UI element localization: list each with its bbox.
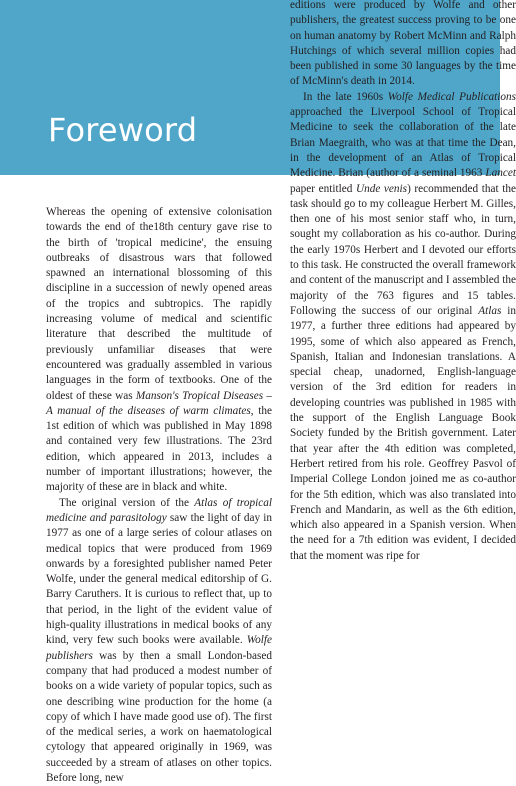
left-column	[46, 205, 272, 786]
paragraph: The original version of the Atlas of tropical medicine and parasitology saw the light of day in 1977 as one of a large series of colour atlases on medical topics that were produced from 1969 onwards by a foresighted publisher named Peter Wolfe, under the general medical editorship of G. Barry Caruthers. It is curious to reflect that, up to that period, in the light of the evident value of high-quality illustrations in medical books of any kind, very few such books were available. Wolfe publishers was by then a small London-based company that had produced a modest number of books on a wide variety of popular topics, such as one describing wine production for the home (a copy of which I have made good use of). The first of the medical series, a work on haematological cytology that appeared originally in 1969, was succeeded by a stream of atlases on other topics. Before long, new	[46, 496, 273, 784]
paragraph: In the late 1960s Wolfe Medical Publications approached the Liverpool School of Tropical Medicine to seek the collaboration of the late Brian Maegraith, who was at that time the Dean, in the development of an Atlas of Tropical Medicine. Brian (author of a seminal 1963 Lancet paper entitled Unde venis) recommended that the task should go to my colleague Herbert M. Gilles, then one of his most senior staff who, in turn, sought my collaboration as his co-author. During the early 1970s Herbert and I devoted our efforts to this task. He constructed the overall framework and content of the manuscript and I assembled the majority of the 763 figures and 15 tables. Following the success of our original Atlas in 1977, a further three editions had appeared by 1995, some of which also appeared as French, Spanish, Italian and Indonesian translations. A special cheap, unadorned, English-language version of the 3rd edition for readers in developing countries was published in 1985 with the support of the English Language Book Society funded by the British government. Later that year after the 4th edition was completed, Herbert retired from his role. Geoffrey Pasvol of Imperial College London joined me as co-author for the 5th edition, which was also translated into French and Mandarin, as well as the 6th edition, which also appeared in a Spanish version. When the need for a 7th edition was evident, I decided that the moment was ripe for	[290, 90, 516, 562]
page-title: Foreword	[48, 111, 198, 149]
paragraph: Whereas the opening of extensive colonisation towards the end of the18th century gave rise to the birth of 'tropical medicine', the ensuing outbreaks of disastrous wars that followed spawned an international blossoming of this discipline in a succession of newly opened areas of the tropics and subtropics. The rapidly increasing volume of medical and scientific literature that described the multitude of previously unfamiliar diseases that were encountered was gradually assembled in various languages in the form of textbooks. One of the oldest of these was Manson's Tropical Diseases – A manual of the diseases of warm climates, the 1st edition of which was published in May 1898 and contained very few illustrations. The 23rd edition, which appeared in 2013, includes a number of important illustrations; however, the majority of these are in black and white.	[46, 206, 273, 494]
paragraph: editions were produced by Wolfe and other publishers, the greatest success proving to be one on human anatomy by Robert McMinn and Ralph Hutchings of which several million copies had been published in some 30 languages by the time of McMinn's death in 2014.	[290, 0, 516, 88]
right-column	[290, 0, 516, 564]
